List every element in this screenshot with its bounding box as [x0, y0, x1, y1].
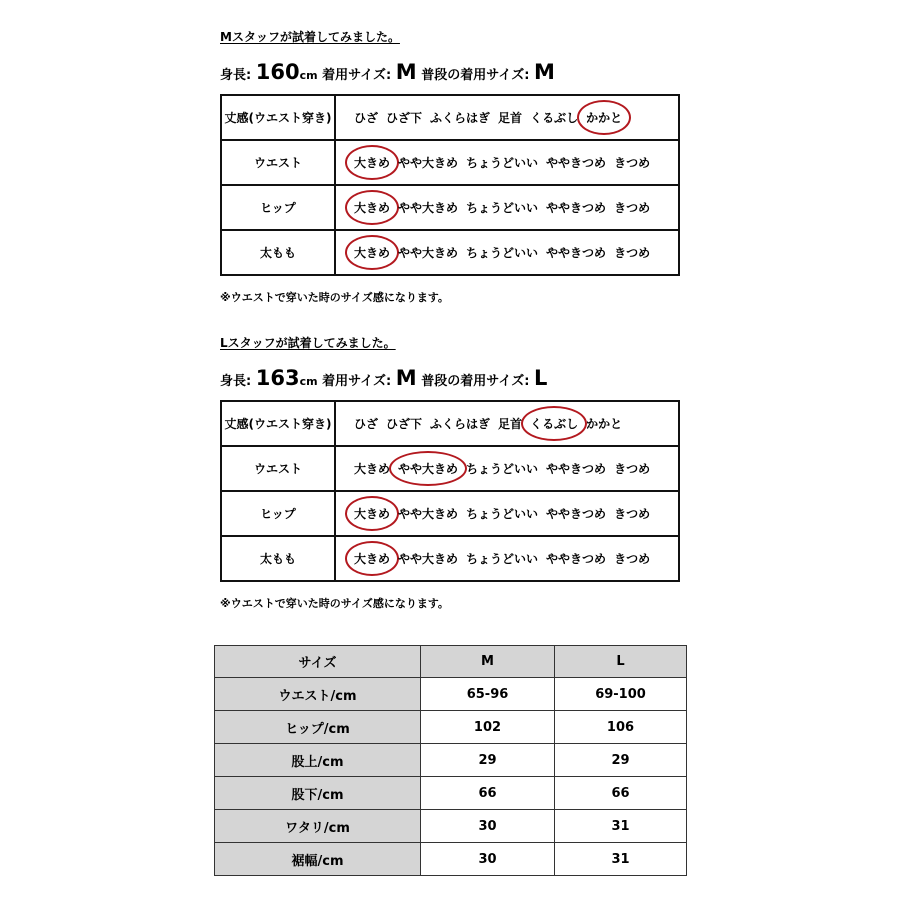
fit-option: ちょうどいい: [466, 201, 539, 215]
fit-option: 大きめ: [354, 462, 391, 476]
fit-option: ややきつめ: [546, 156, 607, 170]
fit-note: ※ウエストで穿いた時のサイズ感になります。: [220, 597, 449, 610]
fit-row-label: 太もも: [221, 230, 335, 275]
fit-row-options: [335, 185, 679, 230]
fit-option: ちょうどいい: [466, 246, 539, 260]
fit-option: かかと: [586, 417, 623, 431]
fit-option: くるぶし: [530, 111, 579, 125]
fit-option: ちょうどいい: [466, 462, 539, 476]
size-cell: 30: [421, 810, 555, 843]
fit-option: ひざ下: [386, 417, 423, 431]
fit-option-selected: 大きめ: [350, 196, 394, 219]
size-header-m: M: [421, 646, 555, 678]
fit-table: [220, 94, 680, 276]
fit-option-selected: 大きめ: [350, 547, 394, 570]
staff-stats: [220, 60, 555, 84]
size-row-label: 股下/cm: [215, 777, 421, 810]
size-cell: 31: [555, 810, 687, 843]
size-cell: 102: [421, 711, 555, 744]
fit-option: きつめ: [614, 552, 651, 566]
size-table: [214, 645, 687, 876]
fit-row: [221, 140, 679, 185]
fit-row-label: ヒップ: [221, 491, 335, 536]
fit-row-options: [335, 140, 679, 185]
size-table-row: [215, 711, 687, 744]
fit-row-label: 丈感(ウエスト穿き): [221, 95, 335, 140]
size-row-label: ウエスト/cm: [215, 678, 421, 711]
fit-option-selected: かかと: [582, 106, 626, 129]
size-cell: 106: [555, 711, 687, 744]
height-label: 身長:: [220, 374, 252, 389]
fit-row-options: [335, 446, 679, 491]
usual-size-value: M: [533, 60, 555, 84]
fit-row: [221, 401, 679, 446]
fit-row: [221, 446, 679, 491]
usual-size-label: 普段の着用サイズ:: [421, 68, 530, 83]
size-header-l: L: [555, 646, 687, 678]
fit-row: [221, 491, 679, 536]
fit-option: ややきつめ: [546, 507, 607, 521]
fit-option-selected: 大きめ: [350, 502, 394, 525]
fit-option-selected: やや大きめ: [394, 457, 462, 480]
fit-option: きつめ: [614, 201, 651, 215]
size-table-body: [215, 678, 687, 876]
fit-option: ややきつめ: [546, 246, 607, 260]
staff-section-title: Mスタッフが試着してみました。: [220, 30, 400, 44]
fit-option: 足首: [498, 417, 523, 431]
fit-option: ややきつめ: [546, 552, 607, 566]
fit-row-options: [335, 401, 679, 446]
size-cell: 31: [555, 843, 687, 876]
fit-table: [220, 400, 680, 582]
size-cell: 66: [555, 777, 687, 810]
fit-row-label: 丈感(ウエスト穿き): [221, 401, 335, 446]
fit-option: ふくらはぎ: [430, 111, 491, 125]
size-table-row: [215, 744, 687, 777]
fit-row-options: [335, 95, 679, 140]
size-cell: 30: [421, 843, 555, 876]
size-row-label: ヒップ/cm: [215, 711, 421, 744]
fit-option: やや大きめ: [398, 552, 459, 566]
fit-row: [221, 95, 679, 140]
size-cell: 29: [555, 744, 687, 777]
staff-section-m: [220, 28, 682, 308]
fit-option: ちょうどいい: [466, 552, 539, 566]
fit-row-label: 太もも: [221, 536, 335, 581]
fit-row-options: [335, 491, 679, 536]
height-value: 160: [255, 60, 300, 84]
height-unit: cm: [299, 375, 318, 388]
size-header-label: サイズ: [215, 646, 421, 678]
staff-stats: [220, 366, 547, 390]
fit-option: やや大きめ: [398, 246, 459, 260]
fit-option: ふくらはぎ: [430, 417, 491, 431]
size-cell: 66: [421, 777, 555, 810]
size-row-label: 裾幅/cm: [215, 843, 421, 876]
fit-option: きつめ: [614, 246, 651, 260]
fit-option: ひざ下: [386, 111, 423, 125]
wear-size-label: 着用サイズ:: [322, 68, 392, 83]
fit-row-label: ヒップ: [221, 185, 335, 230]
wear-size-label: 着用サイズ:: [322, 374, 392, 389]
size-cell: 29: [421, 744, 555, 777]
fit-option: きつめ: [614, 156, 651, 170]
fit-option-selected: くるぶし: [526, 412, 582, 435]
size-table-row: [215, 810, 687, 843]
size-row-label: 股上/cm: [215, 744, 421, 777]
fit-note: ※ウエストで穿いた時のサイズ感になります。: [220, 291, 449, 304]
fit-option: ひざ: [354, 111, 379, 125]
height-label: 身長:: [220, 68, 252, 83]
fit-option: やや大きめ: [398, 201, 459, 215]
wear-size-value: M: [395, 366, 417, 390]
fit-row: [221, 185, 679, 230]
usual-size-label: 普段の着用サイズ:: [421, 374, 530, 389]
fit-option: きつめ: [614, 462, 651, 476]
height-unit: cm: [299, 69, 318, 82]
fit-row-label: ウエスト: [221, 446, 335, 491]
fit-option-selected: 大きめ: [350, 151, 394, 174]
fit-option: ちょうどいい: [466, 507, 539, 521]
size-cell: 69-100: [555, 678, 687, 711]
usual-size-value: L: [533, 366, 548, 390]
fit-row-options: [335, 536, 679, 581]
size-table-row: [215, 777, 687, 810]
staff-section-title: Lスタッフが試着してみました。: [220, 336, 396, 350]
fit-row: [221, 536, 679, 581]
fit-row-options: [335, 230, 679, 275]
fit-option: やや大きめ: [398, 507, 459, 521]
fit-option: ちょうどいい: [466, 156, 539, 170]
size-table-header: [215, 646, 687, 678]
height-value: 163: [255, 366, 300, 390]
fit-option: やや大きめ: [398, 156, 459, 170]
fit-option: ややきつめ: [546, 462, 607, 476]
fit-row-label: ウエスト: [221, 140, 335, 185]
fit-option: きつめ: [614, 507, 651, 521]
staff-section-l: [220, 334, 682, 614]
fit-option: 足首: [498, 111, 523, 125]
fit-row: [221, 230, 679, 275]
size-table-row: [215, 843, 687, 876]
fit-option: ひざ: [354, 417, 379, 431]
fit-option-selected: 大きめ: [350, 241, 394, 264]
fit-option: ややきつめ: [546, 201, 607, 215]
size-row-label: ワタリ/cm: [215, 810, 421, 843]
size-cell: 65-96: [421, 678, 555, 711]
wear-size-value: M: [395, 60, 417, 84]
size-table-row: [215, 678, 687, 711]
